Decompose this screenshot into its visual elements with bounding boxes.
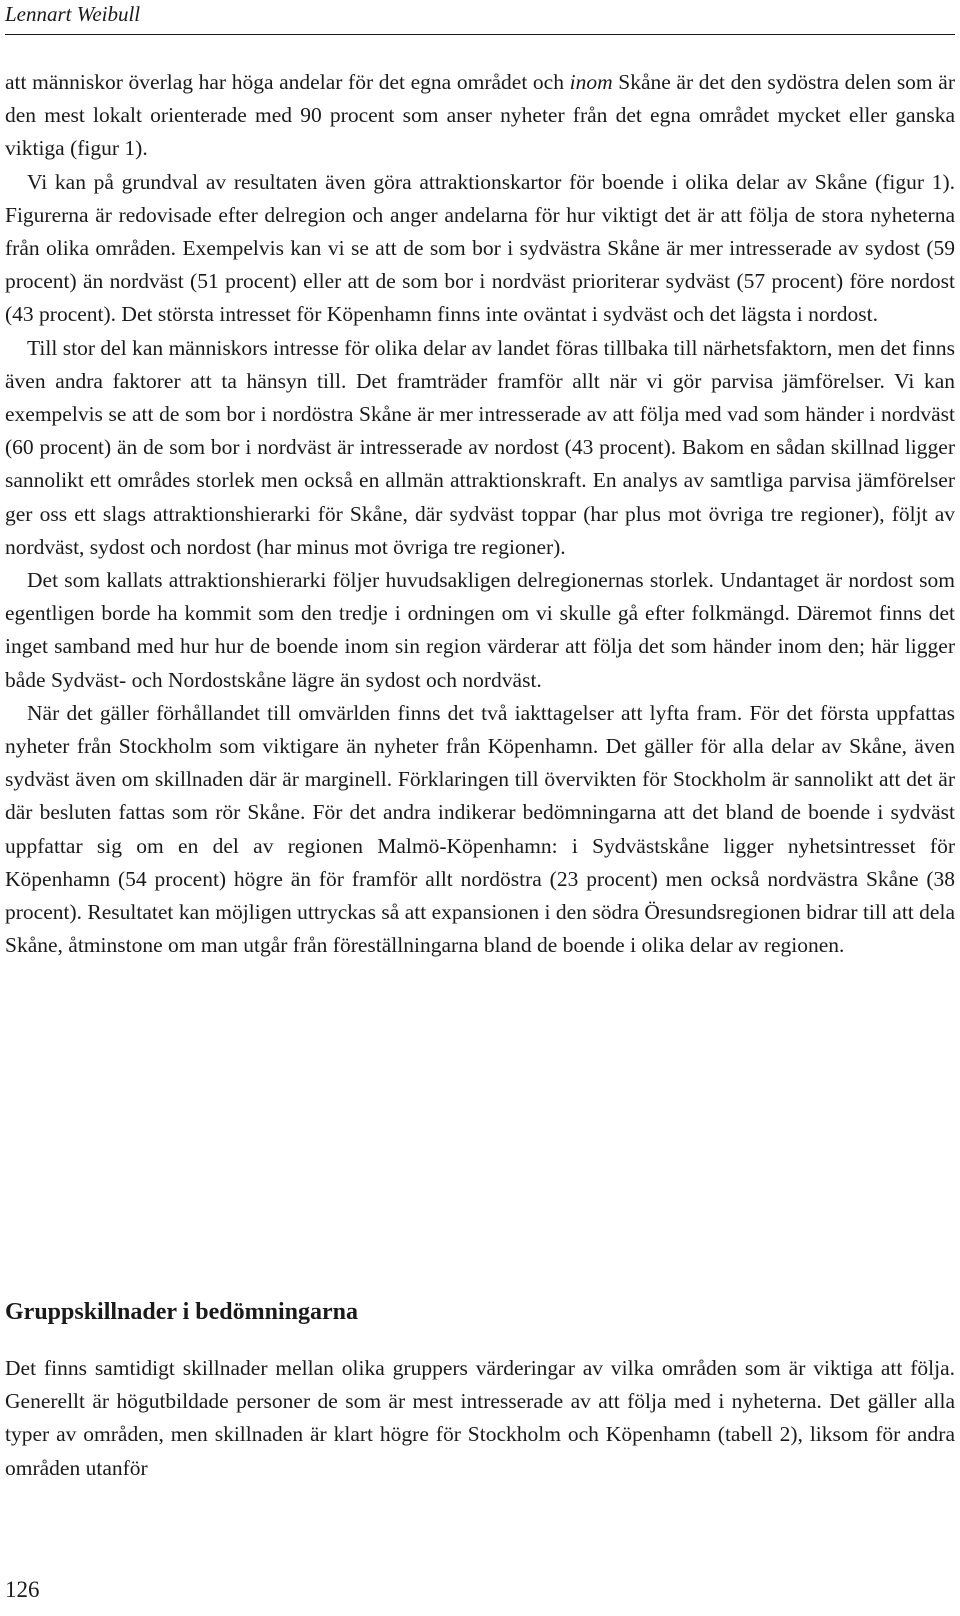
paragraph-3: Till stor del kan människors intresse för olika delar av landet föras tillbaka till närhetsfaktorn, men det finns även andra faktorer att ta hänsyn till. Det framträder framför allt när vi gör parvisa jämförelser. Vi kan exempelvis se att de som bor i nordöstra Skåne är mer intresserade av att följa med vad som händer i nordväst (60 procent) än de som bor i nordväst är intresserade av nordost (43 procent). Bakom en sådan skillnad ligger sannolikt ett områdes storlek men också en allmän attraktionskraft. En analys av samtliga parvisa jämförelser ger oss ett slags attraktionshierarki för Skåne, där sydväst toppar (har plus mot övriga tre regioner), följt av nordväst, sydost och nordost (har minus mot övriga tre regioner). [5,335,955,559]
running-head: Lennart Weibull [5,2,141,26]
section-paragraph: Det finns samtidigt skillnader mellan olika gruppers värderingar av vilka områden som är viktiga att följa. Generellt är högutbildade personer de som är mest intresserade av att följa med i nyheterna. Det gäller alla typer av områden, men skillnaden är klart högre för Stockholm och Köpenhamn (tabell 2), liksom för andra områden utanför [5,1356,955,1480]
page-number: 126 [5,1577,40,1602]
section-heading: Gruppskillnader i bedömningarna [5,1299,358,1325]
paragraph-1 [5,66,955,166]
paragraph-1-end: Skåne är det den sydöstra delen som är den mest lokalt orienterade med 90 procent som anser nyheter från det egna området mycket eller ganska viktiga (figur 1). [5,70,955,161]
paragraph-1-start: att människor överlag har höga andelar för det egna området och [5,70,570,94]
paragraph-4: Det som kallats attraktionshierarki följer huvudsakligen delregionernas storlek. Undantaget är nordost som egentligen borde ha kommit som den tredje i ordningen om vi skulle gå efter folkmängd. Däremot finns det inget samband med hur hur de boende inom sin region värderar att följa det som händer inom den; här ligger både Sydväst- och Nordostskåne lägre än sydost och nordväst. [5,568,955,692]
paragraph-2: Vi kan på grundval av resultaten även göra attraktionskartor för boende i olika delar av Skåne (figur 1). Figurerna är redovisade efter delregion och anger andelarna för hur viktigt det är att följa de stora nyheterna från olika områden. Exempelvis kan vi se att de som bor i sydvästra Skåne är mer intresserade av sydost (59 procent) än nordväst (51 procent) eller att de som bor i nordväst prioriterar sydväst (57 procent) före nordost (43 procent). Det största intresset för Köpenhamn finns inte oväntat i sydväst och det lägsta i nordost. [5,169,955,327]
body-text [5,66,955,962]
paragraph-5: När det gäller förhållandet till omvärlden finns det två iakttagelser att lyfta fram. För det första uppfattas nyheter från Stockholm som viktigare än nyheter från Köpenhamn. Det gäller för alla delar av Skåne, även sydväst även om skillnaden där är marginell. Förklaringen till övervikten för Stockholm är sannolikt att det är där besluten fattas som rör Skåne. För det andra indikerar bedömningarna att det bland de boende i sydväst uppfattar sig om en del av regionen Malmö-Köpenhamn: i Sydvästskåne ligger nyhetsintresset för Köpenhamn (54 procent) högre än för framför allt nordöstra (23 procent) men också nordvästra Skåne (38 procent). Resultatet kan möjligen uttryckas så att expansionen i den södra Öresundsregionen bidrar till att dela Skåne, åtminstone om man utgår från föreställningarna bland de boende i olika delar av regionen. [5,700,955,958]
header-rule [5,34,955,35]
emphasis-inom: inom [569,70,613,94]
